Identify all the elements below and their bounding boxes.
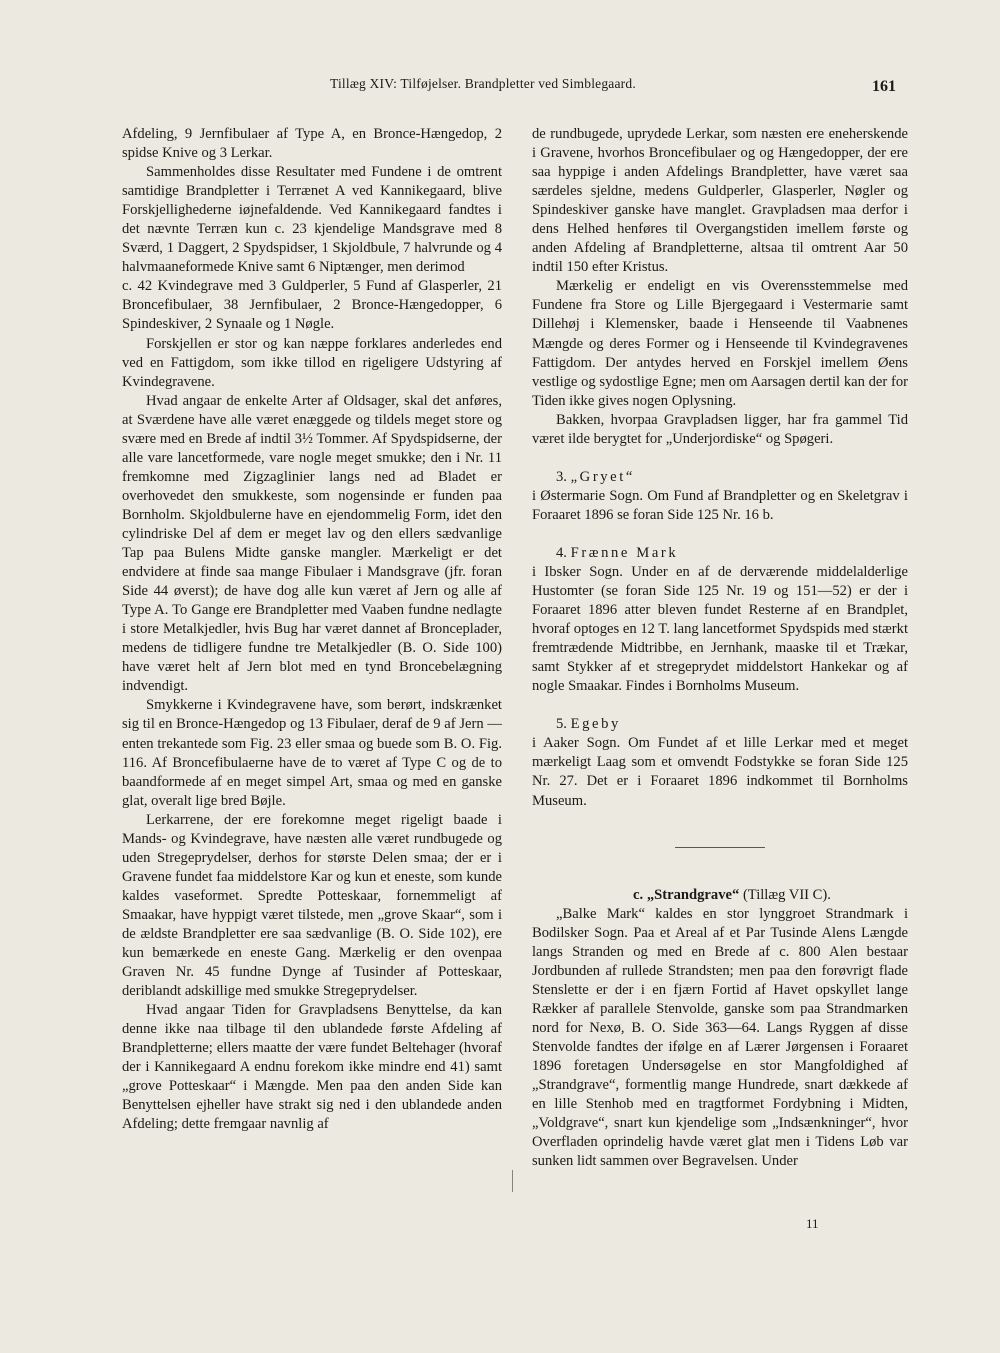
entry-heading — [532, 544, 908, 563]
section-letter: c. — [633, 886, 644, 903]
entry-heading — [532, 468, 908, 487]
paragraph: de rundbugede, uprydede Lerkar, som næsten ere eneherskende i Gravene, hvorhos Broncefibulaer og og Hængedopper, der ere saa hyppige i anden Afdelings Brandpletter, have været saa særdeles sjeldne, medens Guldperler, Glasperler, Nøgler og Spindeskiver ganske have manglet. Gravpladsen maa derfor i dens Helhed henføres til Overgangstiden imellem første og anden Afdeling af Brandpletterne, altsaa til omtrent Aar 50 indtil 150 efter Kristus. — [532, 126, 908, 276]
entry-heading — [532, 715, 908, 734]
entry-name: „Gryet“ — [570, 468, 635, 485]
paragraph: Mærkelig er endeligt en vis Overensstemmelse med Fundene fra Store og Lille Bjergegaard i Vestermarie samt Dillehøj i Klemensker, baade i Henseende til Vaabnenes Mængde og deres Former og i Henseende til Kvindegravenes Fattigdom. Der antydes herved en Forskjel imellem Øens vestlige og sydostlige Egne; men om Aarsagen dertil kan der for Tiden ikke gives nogen Oplysning. — [532, 278, 908, 409]
entry-text: i Ibsker Sogn. Under en af de derværende middelalderlige Hustomter (se foran Side 125 Nr. 19 og 151—52) er der i Foraaret 1896 atter bleven fundet Resterne af en Brandplet, hvoraf optoges en 12 T. lang lancetformet Spydspids med stærkt fremtrædende Midtribbe, en Jernhank, maaske til et Trækar, samt Stykker af et stregeprydet middelstort Hankekar og af nogle Smaakar. Findes i Bornholms Museum. — [532, 563, 908, 695]
section-name: „Strandgrave“ — [646, 886, 740, 903]
entry-number: 5. — [556, 716, 567, 733]
paragraph: c. 42 Kvindegrave med 3 Guldperler, 5 Fund af Glasperler, 21 Broncefibulaer, 38 Jernfibulaer, 2 Bronce-Hængedopper, 6 Spindeskiver, 2 Synaale og 1 Nøgle. — [122, 278, 502, 333]
paragraph: Lerkarrene, der ere forekomne meget rigeligt baade i Mands- og Kvindegrave, have næsten alle været rundbugede og uden Stregeprydelser, derhos for største Delen smaa; der er i Gravene fundet faa middelstore Kar og kun et eneste, som kunde kaldes vaseformet. Spredte Potteskaar, fornemmeligt af Smaakar, have hyppigt været tilstede, men „grove Skaar“, som i de ældste Brandpletter ere saa sædvanlige (B. O. Side 102), ere kun bemærkede en eneste Gang. Mærkelig er den ovenpaa Graven Nr. 45 fundne Dynge af Tusinder af Potteskaar, deriblandt adskillige med smukke Stregeprydelser. — [122, 811, 502, 1000]
right-column — [532, 125, 908, 1171]
section-heading — [532, 886, 908, 905]
left-column — [122, 125, 502, 1134]
paragraph: Sammenholdes disse Resultater med Fundene i de omtrent samtidige Brandpletter i Terrænet A ved Kannikegaard, blive Forskjellighederne iøjnefaldende. Ved Kannikegaard fandtes i det nævnte Terræn kun c. 23 kjendelige Mandsgrave med 8 Sværd, 1 Daggert, 2 Spydspidser, 1 Skjoldbule, 7 halvrunde og 4 halvmaaneformede Knive samt 6 Niptænger, men derimod — [122, 164, 502, 276]
paragraph: Hvad angaar de enkelte Arter af Oldsager, skal det anføres, at Sværdene have alle været enæggede og tildels meget store og svære med en Brede af indtil 3½ Tommer. Af Spydspidserne, der alle vare lancetformede, vare nogle meget smukke; den i Nr. 11 fremkomne med Zigzaglinier langs ned ad Bladet er overhovedet den smukkeste, som nogensinde er funden paa Bornholm. Skjoldbulerne have en ejendommelig Form, idet den cylindriske Del af dem er meget lav og den ellers sædvanlige Tap paa Bulens Midte ganske mangler. Mærkeligt er det endvidere at finde saa mange Fibulaer i Mandsgrave (jfr. foran Side 44 øverst); de have dog alle kun været af Jern og alle af Type A. To Gange ere Brandpletter med Vaaben fundne nedlagte i store Metalkjedler, hvis Bug har været dannet af Bronceplader, medens de tidligere fundne tre Metalkjedler (B. O. Side 100) have været helt af Jern blot med en tynd Broncebelægning indvendigt. — [122, 392, 502, 695]
paragraph: Smykkerne i Kvindegravene have, som berørt, indskrænket sig til en Bronce-Hængedop og 13 Fibulaer, deraf de 9 af Jern — enten trekantede som Fig. 23 eller smaa og buede som B. O. Fig. 116. Af Broncefibulaerne have de to været af Type C og de to baandformede af en meget simpel Art, smaa og med en ganske glat, overalt lige bred Bøjle. — [122, 697, 502, 809]
column-divider — [512, 1170, 513, 1192]
entry-name: Egeby — [570, 716, 621, 733]
section-rule — [675, 847, 765, 848]
paragraph: Forskjellen er stor og kan næppe forklares anderledes end ved en Fattigdom, som ikke tillod en rigeligere Udstyring af Kvindegravene. — [122, 335, 502, 390]
entry-number: 3. — [556, 468, 567, 485]
paragraph: Hvad angaar Tiden for Gravpladsens Benyttelse, da kan denne ikke naa tilbage til den ublandede første Afdeling af Brandpletterne; ellers maatte der være fundet Beltehager (hvoraf der i Kannikegaard A endnu forekom ikke mindre end 41) samt „grove Potteskaar“ i Mængde. Men paa den anden Side kan Benyttelsen ejheller have strakt sig ned i den ublandede anden Afdeling; dette fremgaar navnlig af — [122, 1002, 502, 1133]
page-number: 161 — [872, 78, 896, 95]
paragraph: Afdeling, 9 Jernfibulaer af Type A, en Bronce-Hængedop, 2 spidse Knive og 3 Lerkar. — [122, 126, 502, 162]
entry-name: Frænne Mark — [570, 544, 679, 561]
entry-text: i Østermarie Sogn. Om Fund af Brandpletter og en Skeletgrav i Foraaret 1896 se foran Side 125 Nr. 16 b. — [532, 487, 908, 523]
paragraph: „Balke Mark“ kaldes en stor lynggroet Strandmark i Bodilsker Sogn. Paa et Areal af et Par Tusinde Alens Længde langs Stranden og med en Brede af c. 800 Alen bestaar Jordbunden af rullede Strandsten; men paa den forøvrigt flade Stenslette er der i en fjærn Fortid af Havet opskyllet lange Rækker af parallele Stenvolde, ganske som paa Strandmarken nord for Nexø, B. O. Side 363—64. Langs Ryggen af disse Stenvolde fandtes der ifølge en af Lærer Jørgensen i Foraaret 1896 foretagen Undersøgelse en stor Mangfoldighed af „Strandgrave“, formentlig mange Hundrede, snart dækkede af en lille Stenhob med en tragtformet Fordybning i Midten, „Voldgrave“, snart kun kjendelige som „Indsænkninger“, hvor Overfladen oprindelig havde været glat men i Tidens Løb var sunken lidt sammen over Begravelsen. Under — [532, 905, 908, 1170]
entry-text: i Aaker Sogn. Om Fundet af et lille Lerkar med et meget mærkeligt Laag som et omvendt Fodstykke se foran Side 125 Nr. 27. Det er i Foraaret 1896 indkommet til Bornholms Museum. — [532, 735, 908, 809]
entry-number: 4. — [556, 544, 567, 561]
running-title: Tillæg XIV: Tilføjelser. Brandpletter ved Simblegaard. — [330, 76, 636, 91]
paragraph: Bakken, hvorpaa Gravpladsen ligger, har fra gammel Tid været ilde berygtet for „Underjordiske“ og Spøgeri. — [532, 411, 908, 447]
printer-signature: 11 — [806, 1216, 819, 1231]
section-reference: (Tillæg VII C). — [742, 886, 831, 903]
